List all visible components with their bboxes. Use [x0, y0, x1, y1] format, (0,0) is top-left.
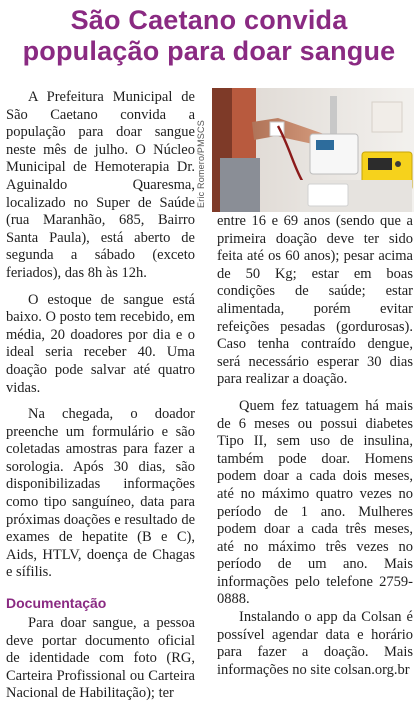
headline-line-2: população para doar sangue	[22, 36, 396, 66]
paragraph-stock: O estoque de sangue está baixo. O posto tem recebido, em média, 20 doadores por dia e o ideal seria receber 40. Uma doação pode salvar até quatro vidas.	[6, 291, 195, 396]
paragraph-documents	[6, 615, 195, 703]
paragraph-app: Instalando o app da Colsan é possível agendar data e horário para fazer a doação. Mais informações no site colsan.org.br	[217, 609, 413, 678]
paragraph-eligibility: Quem fez tatuagem há mais de 6 meses ou possui diabetes Tipo II, sem uso de insulina, também pode doar. Homens podem doar a cada dois meses, até no máximo quatro vezes no período de 1 ano. Mulheres podem doar a cada três meses, até no máximo três vezes no período de um ano. Mais informações pelo telefone 2759-0888.	[217, 397, 413, 608]
headline	[0, 5, 418, 67]
article-column-right	[217, 213, 413, 679]
photo-credit: Eric Romero/PMSCS	[196, 120, 206, 208]
paragraph-documents-continued: entre 16 e 69 anos (sendo que a primeira doação deve ter sido feita até os 60 anos); pesar acima de 50 Kg; estar em boas condições de saúde; estar alimentada, porém evitar refeições pesadas (gordurosas). Caso tenha contraído dengue, será necessário esperar 30 dias para realizar a doação.	[217, 213, 413, 388]
blood-donation-illustration	[212, 88, 414, 212]
article-column-left	[6, 89, 195, 703]
article-photo	[212, 88, 414, 212]
paragraph-documents-text: Para doar sangue, a pessoa deve portar documento oficial de identidade com foto (RG, Carteira Profissional ou Carteira Nacional de Habilitação); ter	[6, 615, 195, 702]
headline-line-1: São Caetano convida	[70, 5, 348, 35]
subheading-documentacao: Documentação	[6, 595, 107, 612]
paragraph-procedure: Na chegada, o doador preenche um formulário e são coletadas amostras para fazer a sorologia. Após 30 dias, são disponibilizadas informações como tipo sanguíneo, data para próximas doações e resultado de exames de hepatite (B e C), Aids, HTLV, doença de Chagas e sífilis.	[6, 406, 195, 581]
paragraph-intro: A Prefeitura Municipal de São Caetano convida a população para doar sangue neste mês de julho. O Núcleo Municipal de Hemoterapia Dr. Aguinaldo Quaresma, localizado no Super de Saúde (rua Maranhão, 685, Bairro Santa Paula), está aberto de segunda a sábado (exceto feriados), das 8h às 12h.	[6, 89, 195, 281]
